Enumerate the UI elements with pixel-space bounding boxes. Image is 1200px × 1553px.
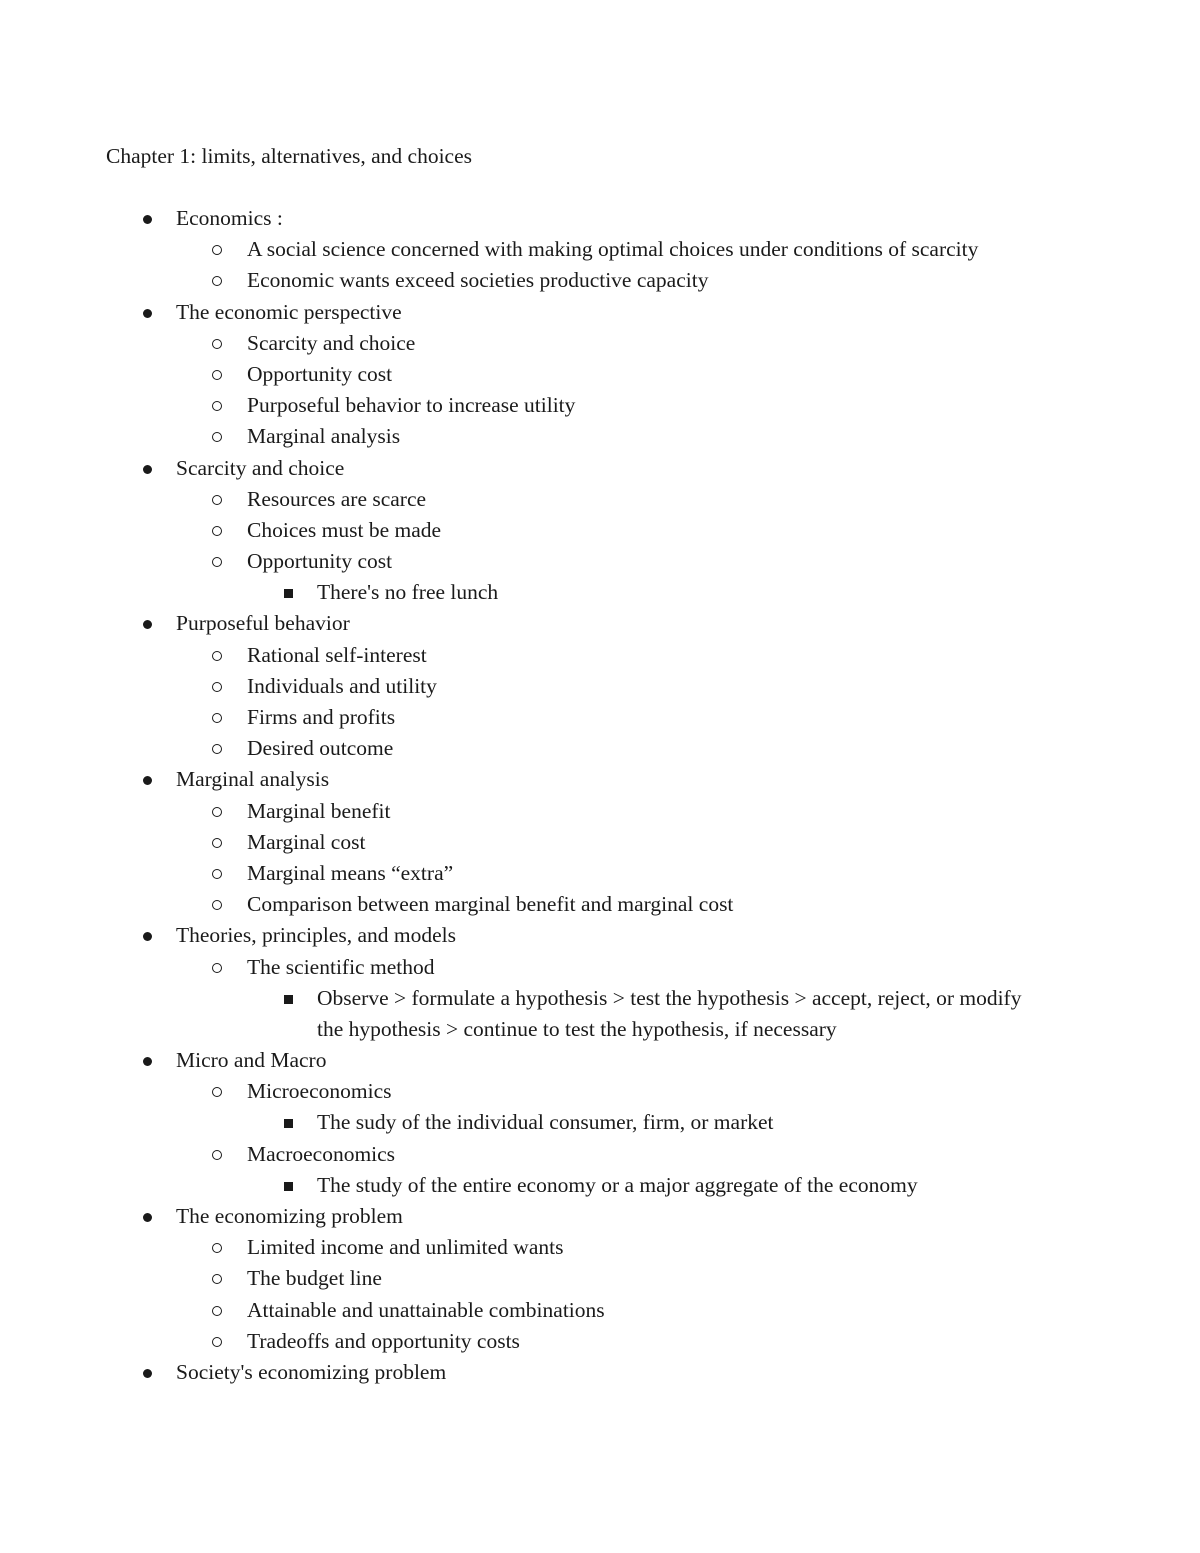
outline-item-level-1 (0, 1357, 1200, 1388)
outline-item-level-2 (0, 1326, 1200, 1357)
outline-item-level-2 (0, 359, 1200, 390)
hollow-bullet-icon (212, 370, 222, 380)
hollow-bullet-icon (212, 432, 222, 442)
hollow-bullet-icon (212, 807, 222, 817)
outline-item-level-2 (0, 1232, 1200, 1263)
outline-item-text: Scarcity and choice (247, 330, 416, 355)
outline-item-level-3 (0, 983, 1200, 1014)
filled-bullet-icon (143, 1213, 152, 1222)
outline-item-level-2 (0, 827, 1200, 858)
outline-item-level-3 (0, 1170, 1200, 1201)
outline-item-text: Firms and profits (247, 705, 396, 729)
outline-item-level-2 (0, 390, 1200, 421)
outline-item-level-2 (0, 858, 1200, 889)
outline-item-text: Individuals and utility (247, 673, 437, 698)
outline-item-level-2 (0, 702, 1200, 733)
square-bullet-icon (284, 1119, 293, 1128)
outline-item-level-1 (0, 1201, 1200, 1232)
outline-item-text: Marginal analysis (247, 424, 401, 449)
outline-item-text: Attainable and unattainable combinations (247, 1297, 605, 1322)
filled-bullet-icon (143, 776, 152, 785)
outline-item-text: Marginal means “extra” (247, 860, 454, 885)
filled-bullet-icon (143, 620, 152, 629)
outline-item-level-2 (0, 515, 1200, 546)
outline-item-level-2 (0, 889, 1200, 920)
outline-item-text: Purposeful behavior (176, 611, 350, 636)
hollow-bullet-icon (212, 1337, 222, 1347)
outline-item-text: Observe > formulate a hypothesis > test the hypothesis > accept, reject, or modify (317, 985, 1022, 1010)
hollow-bullet-icon (212, 1150, 222, 1160)
outline-item-text: The scientific method (247, 954, 435, 979)
hollow-bullet-icon (212, 900, 222, 910)
outline-item-text: A social science concerned with making optimal choices under conditions of scarcity (247, 237, 979, 262)
outline-item-text: Economic wants exceed societies productive capacity (247, 268, 709, 293)
outline-item-text: Economics : (176, 206, 283, 230)
outline-item-level-2 (0, 733, 1200, 764)
outline-item-text: Limited income and unlimited wants (247, 1235, 564, 1260)
outline-item-level-2 (0, 1139, 1200, 1170)
outline-item-level-2 (0, 671, 1200, 702)
outline-item-text: the hypothesis > continue to test the hypothesis, if necessary (317, 1016, 837, 1041)
outline-item-level-2 (0, 234, 1200, 265)
outline-item-text: Tradeoffs and opportunity costs (247, 1328, 520, 1353)
outline-item-text: Purposeful behavior to increase utility (247, 393, 576, 418)
outline-item-text: There's no free lunch (317, 580, 499, 605)
hollow-bullet-icon (212, 1306, 222, 1316)
outline-item-text: Microeconomics (247, 1079, 392, 1104)
hollow-bullet-icon (212, 401, 222, 411)
outline-item-text: Marginal benefit (247, 798, 391, 823)
outline-item-text: Comparison between marginal benefit and marginal cost (247, 892, 734, 917)
filled-bullet-icon (143, 309, 152, 318)
square-bullet-icon (284, 1182, 293, 1191)
outline-item-level-3 (0, 1107, 1200, 1138)
outline-item-text: Marginal analysis (176, 767, 330, 792)
hollow-bullet-icon (212, 713, 222, 723)
outline-item-text: Theories, principles, and models (176, 923, 457, 948)
outline-item-text: Desired outcome (247, 736, 394, 761)
outline-item-level-2 (0, 1295, 1200, 1326)
outline-item-level-2 (0, 1263, 1200, 1294)
notes-outline (0, 203, 1200, 1388)
hollow-bullet-icon (212, 869, 222, 879)
outline-item-level-2 (0, 796, 1200, 827)
outline-item-text: Macroeconomics (247, 1141, 396, 1166)
outline-item-level-3 (0, 1014, 1200, 1045)
hollow-bullet-icon (212, 838, 222, 848)
square-bullet-icon (284, 589, 293, 598)
outline-item-level-2 (0, 1076, 1200, 1107)
outline-item-level-2 (0, 952, 1200, 983)
outline-item-text: The sudy of the individual consumer, firm, or market (317, 1110, 774, 1135)
hollow-bullet-icon (212, 1274, 222, 1284)
hollow-bullet-icon (212, 526, 222, 536)
outline-item-level-2 (0, 421, 1200, 452)
hollow-bullet-icon (212, 339, 222, 349)
outline-item-level-1 (0, 203, 1200, 234)
filled-bullet-icon (143, 932, 152, 941)
filled-bullet-icon (143, 465, 152, 474)
outline-item-text: Resources are scarce (247, 486, 427, 511)
outline-item-text: Choices must be made (247, 517, 442, 542)
hollow-bullet-icon (212, 495, 222, 505)
hollow-bullet-icon (212, 1087, 222, 1097)
outline-item-level-1 (0, 920, 1200, 951)
outline-item-level-1 (0, 608, 1200, 639)
outline-item-text: The economizing problem (176, 1204, 403, 1228)
outline-item-text: Opportunity cost (247, 361, 393, 386)
outline-item-text: Marginal cost (247, 829, 366, 854)
outline-item-text: Opportunity cost (247, 549, 393, 574)
outline-item-level-1 (0, 297, 1200, 328)
outline-item-level-2 (0, 484, 1200, 515)
outline-item-text: Society's economizing problem (176, 1359, 447, 1384)
hollow-bullet-icon (212, 276, 222, 286)
outline-item-text: The study of the entire economy or a major aggregate of the economy (317, 1172, 918, 1197)
square-bullet-icon (284, 995, 293, 1004)
outline-item-level-1 (0, 764, 1200, 795)
hollow-bullet-icon (212, 744, 222, 754)
outline-item-level-1 (0, 1045, 1200, 1076)
outline-item-level-2 (0, 640, 1200, 671)
hollow-bullet-icon (212, 1243, 222, 1253)
outline-item-text: Rational self-interest (247, 642, 427, 667)
outline-item-level-2 (0, 265, 1200, 296)
outline-item-level-3 (0, 577, 1200, 608)
filled-bullet-icon (143, 1369, 152, 1378)
hollow-bullet-icon (212, 651, 222, 661)
hollow-bullet-icon (212, 682, 222, 692)
outline-item-text: Micro and Macro (176, 1048, 327, 1073)
outline-item-level-2 (0, 546, 1200, 577)
page-title: Chapter 1: limits, alternatives, and choices (106, 144, 472, 168)
outline-item-level-1 (0, 453, 1200, 484)
outline-item-text: The budget line (247, 1266, 382, 1291)
filled-bullet-icon (143, 1057, 152, 1066)
hollow-bullet-icon (212, 245, 222, 255)
hollow-bullet-icon (212, 963, 222, 973)
filled-bullet-icon (143, 215, 152, 224)
outline-item-text: The economic perspective (176, 299, 402, 324)
hollow-bullet-icon (212, 557, 222, 567)
outline-item-level-2 (0, 328, 1200, 359)
outline-item-text: Scarcity and choice (176, 455, 345, 480)
